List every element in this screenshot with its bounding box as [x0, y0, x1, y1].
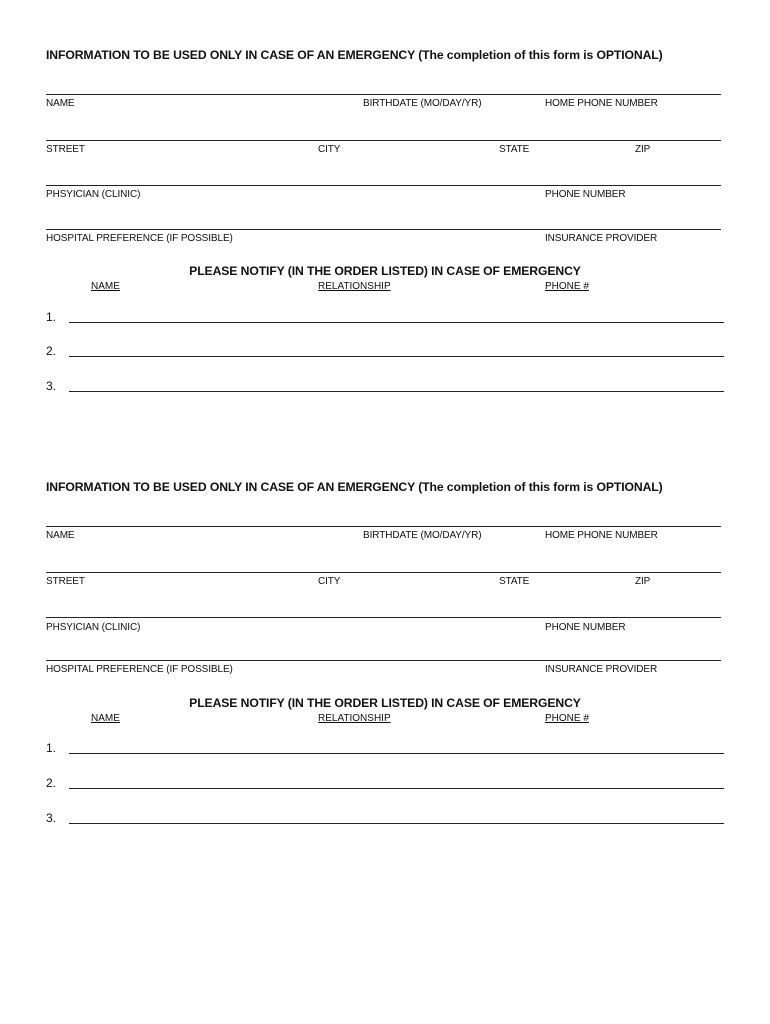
state-label: STATE: [499, 576, 530, 587]
contact-relationship-header: RELATIONSHIP: [318, 281, 391, 292]
form-title: INFORMATION TO BE USED ONLY IN CASE OF AN EMERGENCY (The completion of this form is OPTIONAL): [46, 480, 663, 494]
name-birthdate-phone-line[interactable]: [46, 526, 721, 527]
physician-line[interactable]: [46, 185, 721, 186]
hospital-line[interactable]: [46, 660, 721, 661]
contact-number-2: 2.: [46, 776, 57, 790]
physician-label: PHSYICIAN (CLINIC): [46, 622, 141, 633]
notify-heading: PLEASE NOTIFY (IN THE ORDER LISTED) IN CASE OF EMERGENCY: [189, 264, 581, 278]
contact-number-3: 3.: [46, 811, 57, 825]
birthdate-label: BIRTHDATE (MO/DAY/YR): [363, 530, 482, 541]
zip-label: ZIP: [635, 576, 651, 587]
home-phone-label: HOME PHONE NUMBER: [545, 530, 658, 541]
form-title: INFORMATION TO BE USED ONLY IN CASE OF AN EMERGENCY (The completion of this form is OPTIONAL): [46, 48, 663, 62]
home-phone-label: HOME PHONE NUMBER: [545, 98, 658, 109]
hospital-label: HOSPITAL PREFERENCE (IF POSSIBLE): [46, 664, 233, 675]
physician-label: PHSYICIAN (CLINIC): [46, 189, 141, 200]
hospital-line[interactable]: [46, 229, 721, 230]
contact-number-2: 2.: [46, 344, 57, 358]
city-label: CITY: [318, 144, 341, 155]
street-label: STREET: [46, 144, 85, 155]
contact-number-1: 1.: [46, 310, 57, 324]
contact-phone-header: PHONE #: [545, 713, 589, 724]
contact-entry-line-1[interactable]: [69, 322, 724, 323]
physician-phone-label: PHONE NUMBER: [545, 189, 626, 200]
zip-label: ZIP: [635, 144, 651, 155]
contact-entry-line-2[interactable]: [69, 356, 724, 357]
address-line[interactable]: [46, 140, 721, 141]
contact-name-header: NAME: [91, 281, 120, 292]
state-label: STATE: [499, 144, 530, 155]
hospital-label: HOSPITAL PREFERENCE (IF POSSIBLE): [46, 233, 233, 244]
city-label: CITY: [318, 576, 341, 587]
emergency-form-2: [0, 432, 770, 852]
insurance-label: INSURANCE PROVIDER: [545, 233, 658, 244]
address-line[interactable]: [46, 572, 721, 573]
physician-line[interactable]: [46, 617, 721, 618]
contact-name-header: NAME: [91, 713, 120, 724]
contact-relationship-header: RELATIONSHIP: [318, 713, 391, 724]
street-label: STREET: [46, 576, 85, 587]
contact-entry-line-3[interactable]: [69, 391, 724, 392]
contact-phone-header: PHONE #: [545, 281, 589, 292]
notify-heading: PLEASE NOTIFY (IN THE ORDER LISTED) IN CASE OF EMERGENCY: [189, 696, 581, 710]
contact-entry-line-2[interactable]: [69, 788, 724, 789]
physician-phone-label: PHONE NUMBER: [545, 622, 626, 633]
contact-number-3: 3.: [46, 379, 57, 393]
contact-entry-line-1[interactable]: [69, 753, 724, 754]
name-label: NAME: [46, 530, 75, 541]
contact-number-1: 1.: [46, 741, 57, 755]
birthdate-label: BIRTHDATE (MO/DAY/YR): [363, 98, 482, 109]
name-label: NAME: [46, 98, 75, 109]
emergency-form-1: [0, 0, 770, 420]
contact-entry-line-3[interactable]: [69, 823, 724, 824]
name-birthdate-phone-line[interactable]: [46, 94, 721, 95]
insurance-label: INSURANCE PROVIDER: [545, 664, 658, 675]
